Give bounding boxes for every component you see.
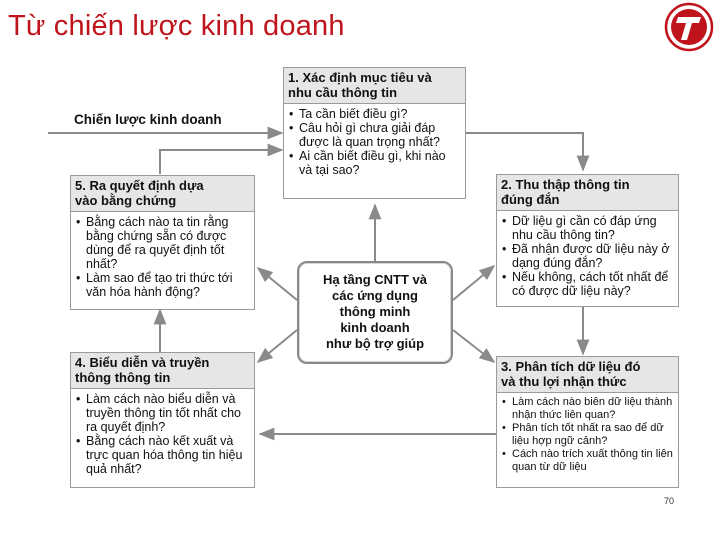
list-item: • Bằng cách nào ta tin rằng bằng chứng sẵn có được dùng để ra quyết định tốt nhất?: [75, 215, 250, 271]
step1-box: [283, 67, 466, 199]
list-item: • Làm sao để tạo tri thức tới văn hóa hành động?: [75, 271, 250, 299]
step3-heading: 3. Phân tích dữ liệu đó và thu lợi nhận thức: [497, 357, 678, 393]
list-item: • Bằng cách nào kết xuất và trực quan hóa thông tin hiệu quả nhất?: [75, 434, 250, 476]
page-title: Từ chiến lược kinh doanh: [8, 10, 345, 42]
list-item: • Dữ liệu gì cần có đáp ứng nhu cầu thông tin?: [501, 214, 674, 242]
step2-list: [497, 211, 678, 300]
arrow-center-to-step4: [258, 330, 297, 362]
list-item: • Ai cần biết điều gì, khi nào và tại sao?: [288, 149, 461, 177]
list-item: • Câu hỏi gì chưa giải đáp được là quan trọng nhất?: [288, 121, 461, 149]
list-item: • Cách nào trích xuất thông tin liên quan từ dữ liệu: [501, 448, 674, 474]
arrow-step5-to-step1: [160, 150, 282, 174]
step3-list: [497, 393, 678, 476]
step1-heading: 1. Xác định mục tiêu và nhu cầu thông tin: [284, 68, 465, 104]
step4-list: [71, 389, 254, 478]
arrow-step1-to-step2: [466, 133, 583, 170]
step5-box: [70, 175, 255, 310]
list-item: • Phân tích tốt nhất ra sao để dữ liệu hợp ngữ cảnh?: [501, 422, 674, 448]
page-number: 70: [664, 496, 675, 506]
step1-list: [284, 104, 465, 179]
step2-box: [496, 174, 679, 307]
list-item: • Ta cần biết điều gì?: [288, 107, 461, 121]
list-item: • Làm cách nào biên dữ liệu thành nhận thức liên quan?: [501, 396, 674, 422]
step2-heading: 2. Thu thập thông tin đúng đắn: [497, 175, 678, 211]
step5-heading: 5. Ra quyết định dựa vào bằng chứng: [71, 176, 254, 212]
step5-list: [71, 212, 254, 301]
arrow-center-to-step3: [453, 330, 494, 362]
step4-heading: 4. Biểu diễn và truyền thông thông tin: [71, 353, 254, 389]
strategy-label: Chiến lược kinh doanh: [74, 112, 222, 127]
arrow-center-to-step5: [258, 268, 297, 300]
step3-box: [496, 356, 679, 488]
list-item: • Làm cách nào biểu diễn và truyền thông tin tốt nhất cho ra quyết định?: [75, 392, 250, 434]
list-item: • Nếu không, cách tốt nhất để có được dữ liệu này?: [501, 270, 674, 298]
arrow-center-to-step2: [453, 266, 494, 300]
center-box: Hạ tầng CNTT và các ứng dụng thông minh kinh doanh như bộ trợ giúp: [297, 261, 453, 364]
step4-box: [70, 352, 255, 488]
list-item: • Đã nhận được dữ liệu này ở dạng đúng đắn?: [501, 242, 674, 270]
